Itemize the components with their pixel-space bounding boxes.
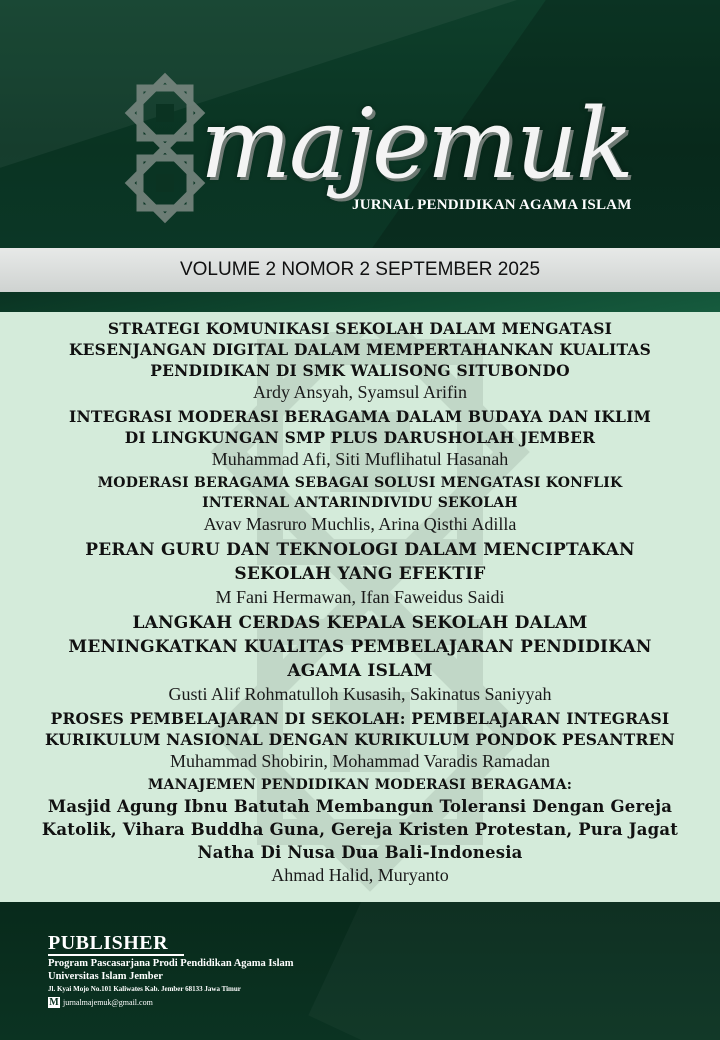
volume-text: VOLUME 2 NOMOR 2 SEPTEMBER 2025 (179, 259, 541, 280)
article-title-line: INTEGRASI MODERASI BERAGAMA DALAM BUDAYA DAN IKLIM (69, 407, 651, 426)
article-title-line: KESENJANGAN DIGITAL DALAM MEMPERTAHANKAN KUALITAS (69, 340, 651, 359)
article-item (30, 318, 690, 403)
cover-header (0, 0, 720, 248)
publisher-footer (0, 902, 720, 1040)
article-title-line: MANAJEMEN PENDIDIKAN MODERASI BERAGAMA: (147, 777, 573, 793)
article-title-line: Natha Di Nusa Dua Bali-Indonesia (197, 843, 523, 862)
article-authors: Muhammad Shobirin, Mohammad Varadis Ramadan (169, 751, 551, 771)
volume-band (0, 248, 720, 292)
article-title-line: PENDIDIKAN DI SMK WALISONG SITUBONDO (150, 361, 570, 380)
article-title-line: KURIKULUM NASIONAL DENGAN KURIKULUM PONDOK PESANTREN (45, 730, 675, 749)
article-title-line: AGAMA ISLAM (287, 661, 433, 681)
article-authors: Muhammad Afi, Siti Muflihatul Hasanah (211, 449, 509, 469)
publisher-address: Jl. Kyai Mojo No.101 Kaliwates Kab. Jember 68133 Jawa Timur (48, 985, 241, 993)
article-title-line: LANGKAH CERDAS KEPALA SEKOLAH DALAM (132, 613, 588, 633)
article-title-line: STRATEGI KOMUNIKASI SEKOLAH DALAM MENGATASI (107, 319, 613, 338)
table-of-contents (0, 312, 720, 902)
publisher-program: Program Pascasarjana Prodi Pendidikan Agama Islam (48, 958, 294, 969)
article-authors: Ardy Ansyah, Syamsul Arifin (253, 382, 467, 402)
article-item (30, 775, 690, 886)
journal-title: majemuk (200, 88, 632, 200)
article-authors: Ahmad Halid, Muryanto (271, 865, 449, 885)
article-authors: Gusti Alif Rohmatulloh Kusasih, Sakinatus Saniyyah (168, 684, 552, 704)
publisher-email[interactable]: jurnalmajemuk@gmail.com (63, 997, 153, 1007)
article-authors: Avav Masruro Muchlis, Arina Qisthi Adilla (203, 514, 517, 534)
mail-icon: M (49, 996, 59, 1008)
article-list (30, 318, 690, 889)
article-item (30, 708, 690, 772)
article-title-line: Masjid Agung Ibnu Batutah Membangun Toleransi Dengan Gereja (47, 797, 673, 816)
divider-band (0, 292, 720, 312)
article-title-line: Katolik, Vihara Buddha Guna, Gereja Kristen Protestan, Pura Jagat (41, 820, 679, 839)
publisher-underline (48, 954, 184, 956)
article-title-line: PROSES PEMBELAJARAN DI SEKOLAH: PEMBELAJARAN INTEGRASI (50, 709, 670, 728)
journal-subtitle: JURNAL PENDIDIKAN AGAMA ISLAM (352, 197, 632, 213)
email-row (48, 996, 153, 1008)
article-title-line: PERAN GURU DAN TEKNOLOGI DALAM MENCIPTAKAN (85, 540, 635, 560)
article-item (30, 473, 690, 535)
article-item (30, 611, 690, 705)
publisher-university: Universitas Islam Jember (48, 971, 163, 982)
article-title-line: DI LINGKUNGAN SMP PLUS DARUSHOLAH JEMBER (124, 428, 596, 447)
article-title-line: MENINGKATKAN KUALITAS PEMBELAJARAN PENDIDIKAN (68, 637, 652, 657)
article-item (30, 406, 690, 470)
article-title-line: SEKOLAH YANG EFEKTIF (234, 564, 486, 584)
article-title-line: INTERNAL ANTARINDIVIDU SEKOLAH (202, 495, 518, 511)
article-title-line: MODERASI BERAGAMA SEBAGAI SOLUSI MENGATASI KONFLIK (97, 475, 623, 491)
article-authors: M Fani Hermawan, Ifan Faweidus Saidi (215, 587, 505, 607)
article-item (30, 538, 690, 608)
publisher-heading: PUBLISHER (48, 932, 169, 954)
